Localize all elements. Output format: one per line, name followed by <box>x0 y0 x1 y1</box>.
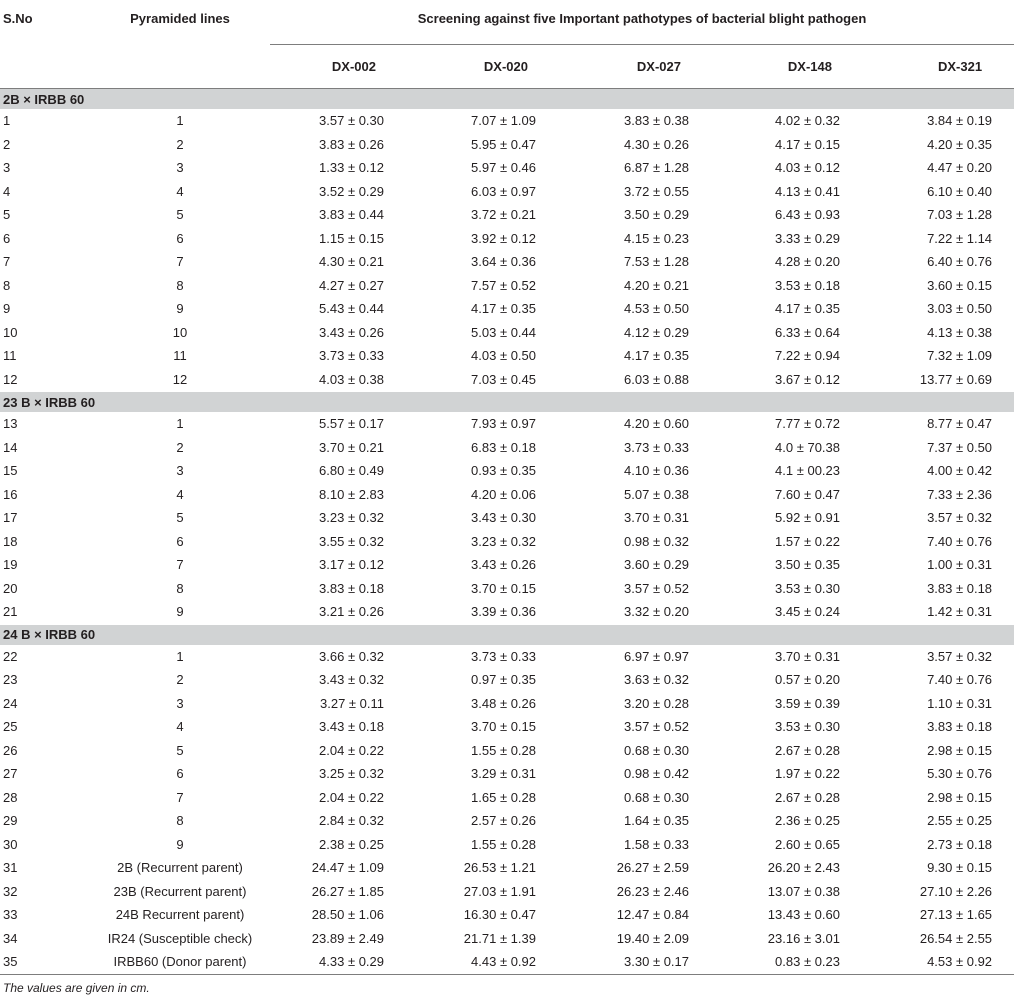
cell-value: 3.23 ± 0.32 <box>471 533 536 549</box>
cell-pyramided-line: IRBB60 (Donor parent) <box>113 954 247 970</box>
cell-value: 3.72 ± 0.55 <box>624 183 689 199</box>
cell-value: 4.47 ± 0.20 <box>927 160 993 176</box>
cell-value: 6.87 ± 1.28 <box>624 160 689 176</box>
cell-value: 3.83 ± 0.26 <box>319 136 384 152</box>
cell-value: 1.97 ± 0.22 <box>775 766 840 782</box>
cell-value: 3.70 ± 0.15 <box>471 719 536 735</box>
cell-value: 1.33 ± 0.12 <box>319 160 384 176</box>
cell-sno: 29 <box>3 813 18 829</box>
cell-value: 6.83 ± 0.18 <box>471 439 536 455</box>
cell-value: 0.97 ± 0.35 <box>471 672 536 688</box>
cell-value: 4.0 ± 70.38 <box>775 439 840 455</box>
cell-sno: 23 <box>3 672 18 688</box>
cell-value: 3.83 ± 0.38 <box>624 113 689 129</box>
group-header-row <box>0 624 1014 645</box>
cell-value: 5.92 ± 0.91 <box>775 510 840 526</box>
cell-value: 1.58 ± 0.33 <box>624 836 689 852</box>
cell-value: 4.13 ± 0.38 <box>927 324 993 340</box>
cell-value: 4.13 ± 0.41 <box>775 183 840 199</box>
header-pyramided-lines: Pyramided lines <box>130 11 230 26</box>
cell-value: 0.68 ± 0.30 <box>624 742 689 758</box>
cell-value: 3.50 ± 0.35 <box>775 557 840 573</box>
cell-value: 3.70 ± 0.31 <box>775 648 840 664</box>
cell-sno: 6 <box>3 230 11 246</box>
cell-pyramided-line: 3 <box>176 463 184 479</box>
cell-value: 0.57 ± 0.20 <box>775 672 840 688</box>
cell-value: 3.63 ± 0.32 <box>624 672 689 688</box>
cell-sno: 17 <box>3 510 18 526</box>
cell-value: 4.02 ± 0.32 <box>775 113 840 129</box>
cell-value: 3.33 ± 0.29 <box>775 230 840 246</box>
cell-pyramided-line: 2 <box>176 136 184 152</box>
cell-value: 3.83 ± 0.18 <box>319 580 384 596</box>
cell-value: 3.72 ± 0.21 <box>471 207 536 223</box>
cell-sno: 19 <box>3 557 18 573</box>
cell-value: 1.55 ± 0.28 <box>471 742 536 758</box>
cell-value: 4.53 ± 0.92 <box>927 954 993 970</box>
cell-pyramided-line: 4 <box>176 719 184 735</box>
cell-value: 21.71 ± 1.39 <box>463 930 536 946</box>
group-header-row <box>0 89 1014 110</box>
cell-value: 4.33 ± 0.29 <box>319 954 384 970</box>
header-sno: S.No <box>3 11 33 26</box>
cell-value: 6.97 ± 0.97 <box>624 648 689 664</box>
cell-value: 2.38 ± 0.25 <box>319 836 384 852</box>
group-title: 2B × IRBB 60 <box>0 89 1014 110</box>
cell-sno: 12 <box>3 371 18 387</box>
cell-value: 3.66 ± 0.32 <box>319 648 384 664</box>
cell-value: 3.84 ± 0.19 <box>927 113 993 129</box>
cell-value: 16.30 ± 0.47 <box>463 907 536 923</box>
cell-value: 6.40 ± 0.76 <box>927 254 993 270</box>
cell-sno: 13 <box>3 416 18 432</box>
cell-value: 2.57 ± 0.26 <box>471 813 536 829</box>
table-row <box>0 577 1014 601</box>
cell-pyramided-line: IR24 (Susceptible check) <box>107 930 253 946</box>
cell-pyramided-line: 5 <box>176 207 184 223</box>
cell-pyramided-line: 3 <box>176 695 184 711</box>
table-row <box>0 436 1014 460</box>
cell-value: 3.23 ± 0.32 <box>319 510 384 526</box>
cell-value: 26.53 ± 1.21 <box>463 860 536 876</box>
cell-value: 3.73 ± 0.33 <box>471 648 536 664</box>
cell-value: 4.12 ± 0.29 <box>624 324 689 340</box>
cell-pyramided-line: 8 <box>176 813 184 829</box>
cell-value: 3.17 ± 0.12 <box>319 557 384 573</box>
cell-sno: 22 <box>3 648 18 664</box>
cell-value: 5.43 ± 0.44 <box>319 301 384 317</box>
cell-value: 3.30 ± 0.17 <box>624 954 689 970</box>
table-row <box>0 368 1014 392</box>
cell-pyramided-line: 2B (Recurrent parent) <box>117 860 243 876</box>
table-row <box>0 762 1014 786</box>
cell-value: 2.04 ± 0.22 <box>319 789 384 805</box>
cell-value: 1.15 ± 0.15 <box>319 230 384 246</box>
table-row <box>0 530 1014 554</box>
cell-pyramided-line: 9 <box>176 301 184 317</box>
cell-sno: 15 <box>3 463 18 479</box>
cell-value: 24.47 ± 1.09 <box>311 860 384 876</box>
cell-sno: 14 <box>3 439 18 455</box>
cell-value: 3.67 ± 0.12 <box>775 371 840 387</box>
cell-value: 3.43 ± 0.18 <box>319 719 384 735</box>
cell-value: 13.07 ± 0.38 <box>767 883 840 899</box>
cell-value: 5.95 ± 0.47 <box>471 136 536 152</box>
cell-pyramided-line: 10 <box>172 324 188 340</box>
cell-sno: 27 <box>3 766 18 782</box>
cell-value: 2.98 ± 0.15 <box>927 789 993 805</box>
cell-pyramided-line: 1 <box>176 648 184 664</box>
cell-sno: 1 <box>3 113 11 129</box>
cell-value: 1.00 ± 0.31 <box>927 557 993 573</box>
cell-value: 0.93 ± 0.35 <box>471 463 536 479</box>
header-pathotype: DX-027 <box>550 45 703 89</box>
cell-value: 2.36 ± 0.25 <box>775 813 840 829</box>
cell-sno: 8 <box>3 277 11 293</box>
table-row <box>0 180 1014 204</box>
cell-value: 3.60 ± 0.29 <box>624 557 689 573</box>
table-row <box>0 156 1014 180</box>
table-row <box>0 250 1014 274</box>
cell-value: 4.27 ± 0.27 <box>319 277 384 293</box>
header-blank <box>0 45 90 89</box>
cell-value: 26.27 ± 1.85 <box>311 883 384 899</box>
cell-value: 3.57 ± 0.52 <box>624 719 689 735</box>
cell-value: 2.60 ± 0.65 <box>775 836 840 852</box>
cell-pyramided-line: 7 <box>176 557 184 573</box>
table-row <box>0 553 1014 577</box>
cell-sno: 35 <box>3 954 18 970</box>
cell-pyramided-line: 7 <box>176 254 184 270</box>
cell-value: 3.70 ± 0.31 <box>624 510 689 526</box>
cell-value: 7.77 ± 0.72 <box>775 416 840 432</box>
cell-value: 3.27 ± 0.11 <box>320 695 384 711</box>
cell-value: 6.33 ± 0.64 <box>775 324 840 340</box>
cell-value: 5.57 ± 0.17 <box>319 416 384 432</box>
cell-pyramided-line: 24B Recurrent parent) <box>115 907 245 923</box>
cell-value: 13.43 ± 0.60 <box>767 907 840 923</box>
table-row <box>0 600 1014 624</box>
cell-value: 4.03 ± 0.12 <box>775 160 840 176</box>
cell-value: 6.80 ± 0.49 <box>319 463 384 479</box>
cell-value: 5.30 ± 0.76 <box>927 766 993 782</box>
cell-value: 7.03 ± 0.45 <box>471 371 536 387</box>
cell-pyramided-line: 2 <box>176 439 184 455</box>
table-row <box>0 645 1014 669</box>
cell-value: 4.43 ± 0.92 <box>471 954 536 970</box>
table-row <box>0 715 1014 739</box>
cell-value: 3.57 ± 0.30 <box>319 113 384 129</box>
cell-value: 3.45 ± 0.24 <box>775 604 840 620</box>
cell-value: 4.03 ± 0.38 <box>319 371 384 387</box>
table-row <box>0 903 1014 927</box>
cell-value: 3.60 ± 0.15 <box>927 277 993 293</box>
cell-value: 13.77 ± 0.69 <box>919 371 993 387</box>
table-row <box>0 321 1014 345</box>
cell-value: 3.64 ± 0.36 <box>471 254 536 270</box>
cell-value: 3.43 ± 0.30 <box>471 510 536 526</box>
cell-value: 7.93 ± 0.97 <box>471 416 536 432</box>
cell-sno: 5 <box>3 207 11 223</box>
cell-value: 7.03 ± 1.28 <box>927 207 993 223</box>
cell-pyramided-line: 11 <box>173 348 187 364</box>
cell-value: 7.37 ± 0.50 <box>927 439 993 455</box>
cell-value: 0.98 ± 0.42 <box>624 766 689 782</box>
cell-value: 3.83 ± 0.18 <box>927 580 993 596</box>
cell-value: 6.03 ± 0.97 <box>471 183 536 199</box>
cell-value: 4.17 ± 0.35 <box>775 301 840 317</box>
cell-value: 7.53 ± 1.28 <box>624 254 689 270</box>
cell-sno: 3 <box>3 160 11 176</box>
cell-value: 7.33 ± 2.36 <box>927 486 993 502</box>
cell-value: 3.52 ± 0.29 <box>319 183 384 199</box>
cell-pyramided-line: 9 <box>176 604 184 620</box>
table-row <box>0 274 1014 298</box>
cell-value: 1.42 ± 0.31 <box>927 604 993 620</box>
cell-sno: 10 <box>3 324 18 340</box>
cell-pyramided-line: 4 <box>176 486 184 502</box>
cell-pyramided-line: 8 <box>176 277 184 293</box>
cell-value: 3.29 ± 0.31 <box>471 766 536 782</box>
cell-pyramided-line: 8 <box>176 580 184 596</box>
cell-sno: 24 <box>3 695 18 711</box>
header-pathotype: DX-148 <box>703 45 854 89</box>
cell-value: 27.03 ± 1.91 <box>463 883 536 899</box>
table-row <box>0 483 1014 507</box>
cell-value: 4.20 ± 0.06 <box>471 486 536 502</box>
cell-sno: 21 <box>3 604 18 620</box>
cell-pyramided-line: 6 <box>176 230 184 246</box>
cell-value: 4.00 ± 0.42 <box>927 463 993 479</box>
group-title: 24 B × IRBB 60 <box>0 624 1014 645</box>
table-row <box>0 133 1014 157</box>
group-title: 23 B × IRBB 60 <box>0 392 1014 413</box>
group-header-row <box>0 392 1014 413</box>
table-row <box>0 786 1014 810</box>
cell-value: 4.17 ± 0.35 <box>624 348 689 364</box>
cell-value: 3.53 ± 0.30 <box>775 580 840 596</box>
cell-value: 3.25 ± 0.32 <box>319 766 384 782</box>
cell-value: 7.22 ± 1.14 <box>927 230 993 246</box>
table-row <box>0 459 1014 483</box>
table-row <box>0 227 1014 251</box>
cell-sno: 33 <box>3 907 18 923</box>
cell-value: 4.1 ± 00.23 <box>775 463 840 479</box>
cell-sno: 11 <box>3 348 17 364</box>
cell-pyramided-line: 23B (Recurrent parent) <box>113 883 247 899</box>
cell-value: 7.22 ± 0.94 <box>775 348 840 364</box>
table-row <box>0 950 1014 974</box>
cell-value: 27.13 ± 1.65 <box>919 907 993 923</box>
cell-value: 3.43 ± 0.32 <box>319 672 384 688</box>
cell-value: 3.20 ± 0.28 <box>624 695 689 711</box>
cell-value: 8.77 ± 0.47 <box>927 416 993 432</box>
cell-value: 5.07 ± 0.38 <box>624 486 689 502</box>
cell-sno: 16 <box>3 486 18 502</box>
cell-value: 6.10 ± 0.40 <box>927 183 993 199</box>
cell-value: 3.59 ± 0.39 <box>775 695 840 711</box>
cell-pyramided-line: 6 <box>176 533 184 549</box>
cell-value: 3.43 ± 0.26 <box>471 557 536 573</box>
cell-value: 3.50 ± 0.29 <box>624 207 689 223</box>
cell-value: 2.55 ± 0.25 <box>927 813 993 829</box>
table-row <box>0 412 1014 436</box>
cell-value: 2.67 ± 0.28 <box>775 742 840 758</box>
table-row <box>0 809 1014 833</box>
cell-value: 9.30 ± 0.15 <box>927 860 993 876</box>
cell-sno: 31 <box>3 860 18 876</box>
cell-value: 3.57 ± 0.52 <box>624 580 689 596</box>
table-row <box>0 506 1014 530</box>
cell-value: 2.84 ± 0.32 <box>319 813 384 829</box>
cell-value: 6.03 ± 0.88 <box>624 371 689 387</box>
cell-value: 27.10 ± 2.26 <box>919 883 993 899</box>
cell-value: 1.10 ± 0.31 <box>927 695 993 711</box>
cell-value: 23.89 ± 2.49 <box>311 930 384 946</box>
cell-pyramided-line: 9 <box>176 836 184 852</box>
cell-value: 3.39 ± 0.36 <box>471 604 536 620</box>
cell-value: 0.68 ± 0.30 <box>624 789 689 805</box>
cell-value: 6.43 ± 0.93 <box>775 207 840 223</box>
cell-sno: 7 <box>3 254 11 270</box>
cell-value: 26.27 ± 2.59 <box>616 860 689 876</box>
cell-value: 2.67 ± 0.28 <box>775 789 840 805</box>
table-body <box>0 89 1014 974</box>
cell-value: 2.98 ± 0.15 <box>927 742 993 758</box>
cell-sno: 18 <box>3 533 18 549</box>
cell-value: 3.32 ± 0.20 <box>624 604 689 620</box>
cell-value: 3.53 ± 0.18 <box>775 277 840 293</box>
cell-value: 4.28 ± 0.20 <box>775 254 840 270</box>
cell-value: 3.53 ± 0.30 <box>775 719 840 735</box>
cell-value: 3.55 ± 0.32 <box>319 533 384 549</box>
cell-value: 3.92 ± 0.12 <box>471 230 536 246</box>
cell-sno: 25 <box>3 719 18 735</box>
cell-sno: 30 <box>3 836 18 852</box>
cell-sno: 4 <box>3 183 11 199</box>
cell-value: 7.07 ± 1.09 <box>471 113 536 129</box>
table-row <box>0 833 1014 857</box>
cell-value: 3.83 ± 0.44 <box>319 207 384 223</box>
cell-pyramided-line: 1 <box>176 113 184 129</box>
table-row <box>0 203 1014 227</box>
cell-value: 4.53 ± 0.50 <box>624 301 689 317</box>
header-blank <box>90 45 270 89</box>
table-row <box>0 668 1014 692</box>
table-row <box>0 297 1014 321</box>
table-row <box>0 109 1014 133</box>
cell-value: 3.70 ± 0.21 <box>319 439 384 455</box>
cell-value: 3.57 ± 0.32 <box>927 648 993 664</box>
cell-value: 5.97 ± 0.46 <box>471 160 536 176</box>
cell-value: 3.03 ± 0.50 <box>927 301 993 317</box>
header-screening-span: Screening against five Important pathotypes of bacterial blight pathogen <box>270 0 1014 45</box>
table-row <box>0 856 1014 880</box>
cell-value: 7.40 ± 0.76 <box>927 533 993 549</box>
cell-value: 23.16 ± 3.01 <box>767 930 840 946</box>
cell-pyramided-line: 3 <box>176 160 184 176</box>
cell-sno: 32 <box>3 883 18 899</box>
cell-value: 1.65 ± 0.28 <box>471 789 536 805</box>
header-pathotype: DX-002 <box>270 45 398 89</box>
cell-value: 0.98 ± 0.32 <box>624 533 689 549</box>
cell-sno: 2 <box>3 136 11 152</box>
cell-value: 1.57 ± 0.22 <box>775 533 840 549</box>
cell-pyramided-line: 5 <box>176 742 184 758</box>
cell-pyramided-line: 2 <box>176 672 184 688</box>
cell-value: 8.10 ± 2.83 <box>319 486 384 502</box>
cell-value: 19.40 ± 2.09 <box>616 930 689 946</box>
cell-value: 3.70 ± 0.15 <box>471 580 536 596</box>
cell-sno: 20 <box>3 580 18 596</box>
cell-value: 3.21 ± 0.26 <box>319 604 384 620</box>
cell-value: 28.50 ± 1.06 <box>311 907 384 923</box>
cell-value: 4.10 ± 0.36 <box>624 463 689 479</box>
cell-sno: 34 <box>3 930 18 946</box>
cell-sno: 26 <box>3 742 18 758</box>
table-row <box>0 927 1014 951</box>
table-bottom-rule <box>0 974 1014 975</box>
cell-value: 4.30 ± 0.26 <box>624 136 689 152</box>
cell-pyramided-line: 1 <box>176 416 184 432</box>
table-row <box>0 880 1014 904</box>
cell-sno: 9 <box>3 301 11 317</box>
cell-value: 26.23 ± 2.46 <box>616 883 689 899</box>
cell-value: 4.30 ± 0.21 <box>319 254 384 270</box>
cell-value: 7.40 ± 0.76 <box>927 672 993 688</box>
header-pathotype: DX-020 <box>398 45 550 89</box>
table-row <box>0 692 1014 716</box>
cell-value: 26.54 ± 2.55 <box>919 930 993 946</box>
cell-pyramided-line: 6 <box>176 766 184 782</box>
cell-value: 3.73 ± 0.33 <box>624 439 689 455</box>
cell-value: 1.55 ± 0.28 <box>471 836 536 852</box>
header-pathotype: DX-321 <box>854 45 1014 89</box>
cell-value: 0.83 ± 0.23 <box>775 954 840 970</box>
cell-pyramided-line: 4 <box>176 183 184 199</box>
cell-value: 4.17 ± 0.35 <box>471 301 536 317</box>
cell-value: 3.43 ± 0.26 <box>319 324 384 340</box>
cell-value: 3.57 ± 0.32 <box>927 510 993 526</box>
cell-sno: 28 <box>3 789 18 805</box>
cell-value: 3.73 ± 0.33 <box>319 348 384 364</box>
cell-value: 1.64 ± 0.35 <box>624 813 689 829</box>
cell-value: 5.03 ± 0.44 <box>471 324 536 340</box>
table-row <box>0 344 1014 368</box>
cell-value: 3.83 ± 0.18 <box>927 719 993 735</box>
cell-value: 4.03 ± 0.50 <box>471 348 536 364</box>
cell-value: 7.57 ± 0.52 <box>471 277 536 293</box>
cell-value: 4.15 ± 0.23 <box>624 230 689 246</box>
cell-value: 4.20 ± 0.60 <box>624 416 689 432</box>
cell-value: 26.20 ± 2.43 <box>767 860 840 876</box>
cell-value: 7.32 ± 1.09 <box>927 348 993 364</box>
cell-value: 4.20 ± 0.21 <box>624 277 689 293</box>
cell-pyramided-line: 5 <box>176 510 184 526</box>
cell-value: 2.73 ± 0.18 <box>927 836 993 852</box>
table-footnote: The values are given in cm. <box>3 981 150 995</box>
cell-pyramided-line: 7 <box>176 789 184 805</box>
cell-value: 12.47 ± 0.84 <box>616 907 689 923</box>
cell-value: 7.60 ± 0.47 <box>775 486 840 502</box>
cell-value: 3.48 ± 0.26 <box>471 695 536 711</box>
table-row <box>0 739 1014 763</box>
cell-value: 4.20 ± 0.35 <box>927 136 993 152</box>
cell-value: 2.04 ± 0.22 <box>319 742 384 758</box>
cell-value: 4.17 ± 0.15 <box>775 136 840 152</box>
cell-pyramided-line: 12 <box>172 371 188 387</box>
